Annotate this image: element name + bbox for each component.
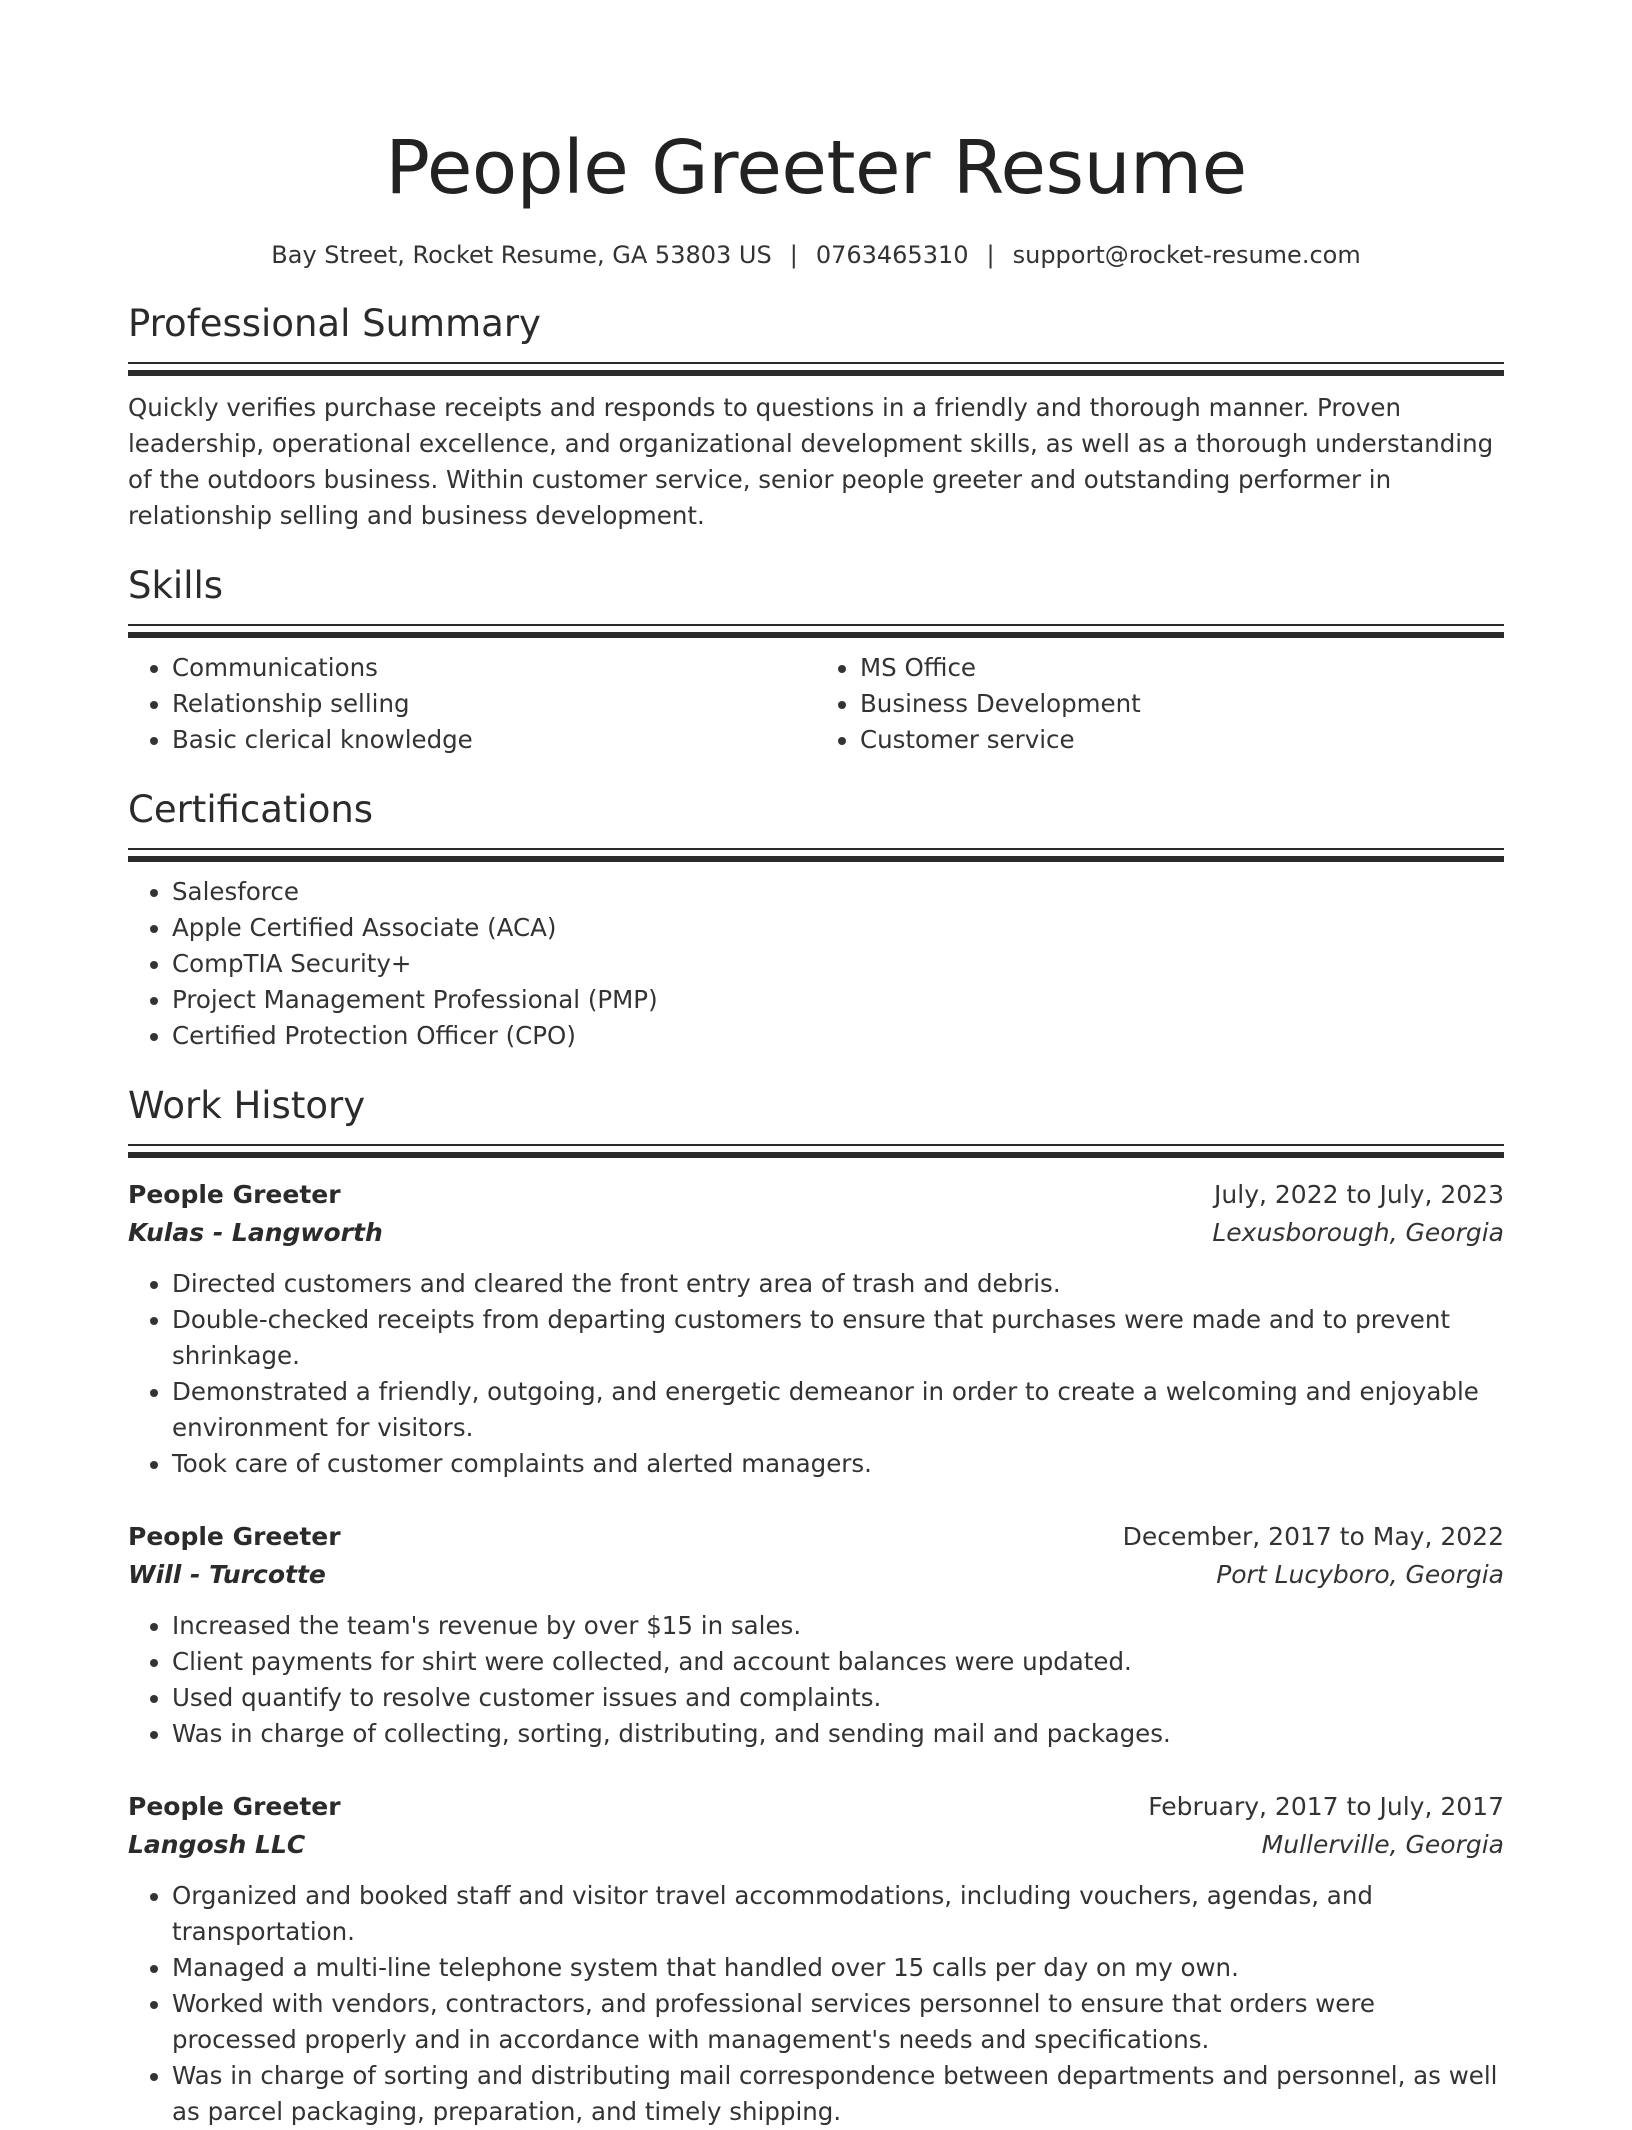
certification-item: • Project Management Professional (PMP) — [172, 982, 1504, 1018]
certification-item: • Apple Certified Associate (ACA) — [172, 910, 1504, 946]
contact-separator: | — [789, 241, 798, 269]
section-title-certifications: Certifications — [128, 788, 374, 831]
certification-item: • Certified Protection Officer (CPO) — [172, 1018, 1504, 1054]
resume-title: People Greeter Resume — [385, 125, 1247, 211]
certifications-list — [128, 874, 1504, 1054]
job-location: Lexusborough, Georgia — [1212, 1218, 1504, 1247]
contact-phone: 0763465310 — [815, 241, 969, 269]
skill-item: • Customer service — [860, 722, 1504, 758]
section-divider-thick — [128, 1152, 1504, 1158]
skill-item: • MS Office — [860, 650, 1504, 686]
job-duty-item: • Was in charge of sorting and distributing mail correspondence between departments and personnel, as well as parcel packaging, preparation, and timely shipping. — [172, 2058, 1504, 2130]
job-header-row — [128, 1518, 1504, 1556]
section-title-work-history: Work History — [128, 1084, 366, 1127]
skills-section — [128, 562, 1504, 758]
job-entry — [128, 1788, 1504, 2130]
job-header-row — [128, 1176, 1504, 1214]
section-divider — [128, 362, 1504, 364]
job-duty-item: • Demonstrated a friendly, outgoing, and energetic demeanor in order to create a welcoming and enjoyable environment for visitors. — [172, 1374, 1504, 1446]
skills-list-left — [128, 650, 816, 758]
skill-item: • Relationship selling — [172, 686, 816, 722]
job-title: People Greeter — [128, 1522, 341, 1551]
section-divider — [128, 1144, 1504, 1146]
section-divider-thick — [128, 856, 1504, 862]
job-dates: July, 2022 to July, 2023 — [1214, 1180, 1504, 1209]
job-title: People Greeter — [128, 1180, 341, 1209]
skills-grid — [128, 650, 1504, 758]
summary-text: Quickly verifies purchase receipts and responds to questions in a friendly and thorough manner. Proven leadership, operational excellence, and organizational development skills, as well as a thorough understanding of the outdoors business. Within customer service, senior people greeter and outstanding performer in relationship selling and business development. — [128, 393, 1494, 530]
job-entry — [128, 1518, 1504, 1752]
job-duty-item: • Took care of customer complaints and alerted managers. — [172, 1446, 1504, 1482]
section-divider-thick — [128, 370, 1504, 376]
summary-section — [128, 300, 1504, 534]
job-entry — [128, 1176, 1504, 1482]
job-duty-item: • Client payments for shirt were collected, and account balances were updated. — [172, 1644, 1504, 1680]
section-title-skills: Skills — [128, 564, 224, 607]
skill-item: • Communications — [172, 650, 816, 686]
job-title: People Greeter — [128, 1792, 341, 1821]
section-divider — [128, 848, 1504, 850]
skill-item: • Basic clerical knowledge — [172, 722, 816, 758]
skills-list-right — [816, 650, 1504, 758]
job-company-row — [128, 1826, 1504, 1864]
job-location: Port Lucyboro, Georgia — [1216, 1560, 1504, 1589]
contact-email: support@rocket-resume.com — [1012, 241, 1361, 269]
job-duty-item: • Used quantify to resolve customer issues and complaints. — [172, 1680, 1504, 1716]
job-location: Mullerville, Georgia — [1261, 1830, 1504, 1859]
job-duties-list — [128, 1878, 1504, 2130]
work-history-section — [128, 1082, 1504, 2130]
job-duties-list — [128, 1266, 1504, 1482]
section-divider — [128, 624, 1504, 626]
certification-item: • Salesforce — [172, 874, 1504, 910]
job-duty-item: • Was in charge of collecting, sorting, distributing, and sending mail and packages. — [172, 1716, 1504, 1752]
job-duty-item: • Managed a multi-line telephone system that handled over 15 calls per day on my own. — [172, 1950, 1504, 1986]
skill-item: • Business Development — [860, 686, 1504, 722]
job-duty-item: • Worked with vendors, contractors, and professional services personnel to ensure that orders were processed properly and in accordance with management's needs and specifications. — [172, 1986, 1504, 2058]
job-header-row — [128, 1788, 1504, 1826]
job-company: Will - Turcotte — [128, 1560, 326, 1589]
section-divider-thick — [128, 632, 1504, 638]
job-duty-item: • Organized and booked staff and visitor travel accommodations, including vouchers, agendas, and transportation. — [172, 1878, 1504, 1950]
job-dates: February, 2017 to July, 2017 — [1148, 1792, 1504, 1821]
job-company-row — [128, 1214, 1504, 1252]
job-company: Kulas - Langworth — [128, 1218, 383, 1247]
job-company-row — [128, 1556, 1504, 1594]
job-duty-item: • Directed customers and cleared the front entry area of trash and debris. — [172, 1266, 1504, 1302]
contact-address: Bay Street, Rocket Resume, GA 53803 US — [271, 241, 772, 269]
section-title-summary: Professional Summary — [128, 302, 541, 345]
job-duty-item: • Increased the team's revenue by over $15 in sales. — [172, 1608, 1504, 1644]
job-duty-item: • Double-checked receipts from departing customers to ensure that purchases were made and to prevent shrinkage. — [172, 1302, 1504, 1374]
job-company: Langosh LLC — [128, 1830, 306, 1859]
certifications-section — [128, 786, 1504, 1054]
job-duties-list — [128, 1608, 1504, 1752]
contact-line — [128, 238, 1504, 272]
contact-separator: | — [986, 241, 995, 269]
job-dates: December, 2017 to May, 2022 — [1122, 1522, 1504, 1551]
certification-item: • CompTIA Security+ — [172, 946, 1504, 982]
